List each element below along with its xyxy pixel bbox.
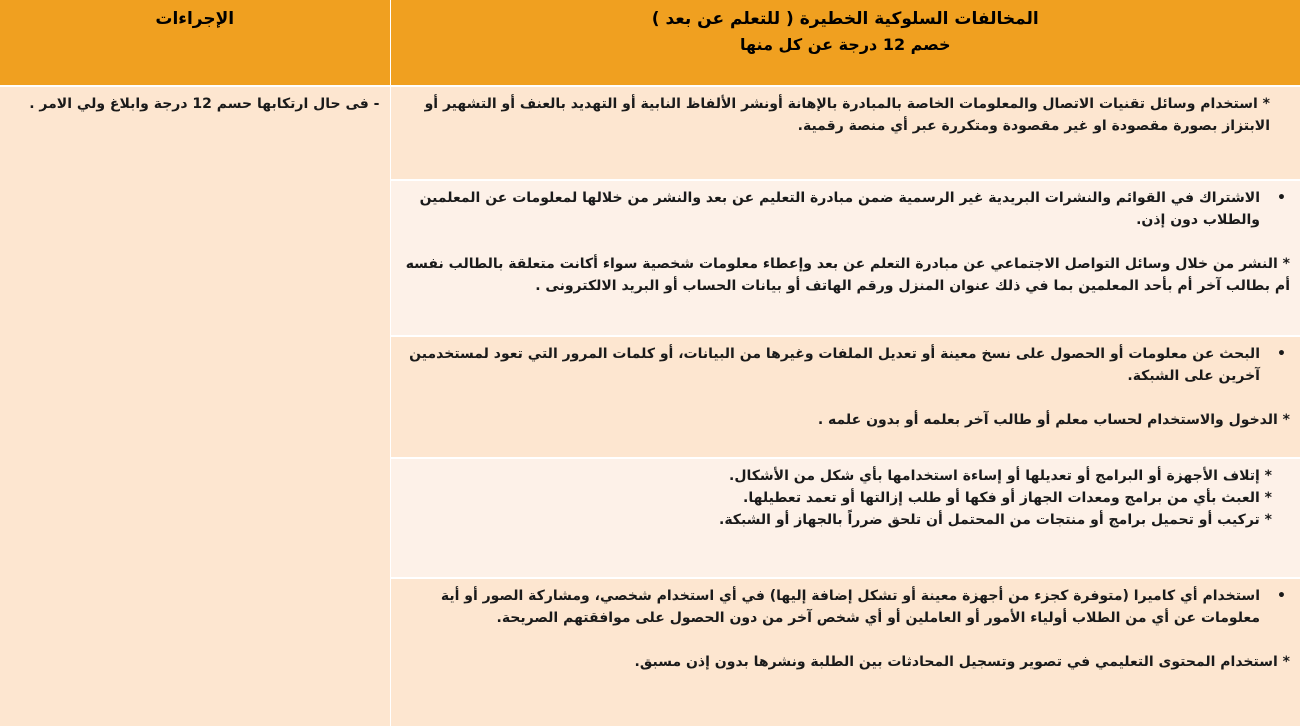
header-actions-title: الإجراءات (155, 9, 235, 29)
actions-cell (0, 86, 390, 726)
violation-cell (390, 578, 1300, 726)
header-actions (0, 0, 390, 86)
table-row (0, 86, 1300, 180)
bullet-item (401, 343, 1286, 387)
actions-text: - فى حال ارتكابها حسم 12 درجة وابلاغ ولي الامر . (29, 96, 380, 112)
header-row (0, 0, 1300, 86)
violation-text: * استخدام وسائل تقنيات الاتصال والمعلومات الخاصة بالمبادرة بالإهانة أونشر الألفاظ النابية أو التهديد بالعنف أو التشهير أو الابتزاز بصورة مقصودة او غير مقصودة ومتكررة عبر أي منصة رقمية. (424, 96, 1270, 134)
header-violations-title: المخالفات السلوكية الخطيرة ( للتعلم عن بعد ) (651, 9, 1039, 29)
violation-text: * تركيب أو تحميل برامج أو منتجات من المحتمل أن تلحق ضرراً بالجهاز أو الشبكة. (719, 512, 1272, 528)
bullet-dot-icon: • (1277, 190, 1286, 206)
violation-cell (390, 180, 1300, 336)
violation-text: استخدام أي كاميرا (متوفرة كجزء من أجهزة معينة أو تشكل إضافة إليها) في أي استخدام شخصي، ومشاركة الصور أو أية معلومات عن أي من الطلاب أولياء الأمور أو العاملين أو أي شخص آخر من دون الحصول على موافقتهم الصريحة. (440, 588, 1260, 626)
violation-cell (390, 336, 1300, 458)
bullet-item (401, 585, 1286, 629)
bullet-dot-icon: • (1277, 588, 1286, 604)
violation-text: الاشتراك في القوائم والنشرات البريدية غير الرسمية ضمن مبادرة التعليم عن بعد والنشر من خلالها لمعلومات عن المعلمين والطلاب دون إذن. (419, 190, 1260, 228)
violation-text: * النشر من خلال وسائل التواصل الاجتماعي عن مبادرة التعلم عن بعد وإعطاء معلومات شخصية سواء أكانت متعلقة بالطالب نفسه أم بطالب آخر أم بأحد المعلمين بما في ذلك عنوان المنزل ورقم الهاتف أو بيانات الحساب أو البريد الالكترونى . (405, 256, 1290, 294)
bullet-item (401, 187, 1286, 231)
violation-cell (390, 86, 1300, 180)
violation-text: البحث عن معلومات أو الحصول على نسخ معينة أو تعديل الملفات وغيرها من البيانات، أو كلمات المرور التي تعود لمستخدمين آخرين على الشبكة. (409, 346, 1260, 384)
bullet-dot-icon: • (1277, 346, 1286, 362)
violation-text: * إتلاف الأجهزة أو البرامج أو تعديلها أو إساءة استخدامها بأي شكل من الأشكال. (729, 468, 1272, 484)
violation-text: * العبث بأي من برامج ومعدات الجهاز أو فكها أو طلب إزالتها أو تعمد تعطيلها. (743, 490, 1272, 506)
header-violations-subtitle: خصم 12 درجة عن كل منها (739, 35, 951, 54)
violation-text: * استخدام المحتوى التعليمي في تصوير وتسجيل المحادثات بين الطلبة ونشرها بدون إذن مسبق. (634, 654, 1290, 670)
violation-text: * الدخول والاستخدام لحساب معلم أو طالب آخر بعلمه أو بدون علمه . (817, 412, 1290, 428)
header-violations (390, 0, 1300, 86)
violation-cell (390, 458, 1300, 578)
